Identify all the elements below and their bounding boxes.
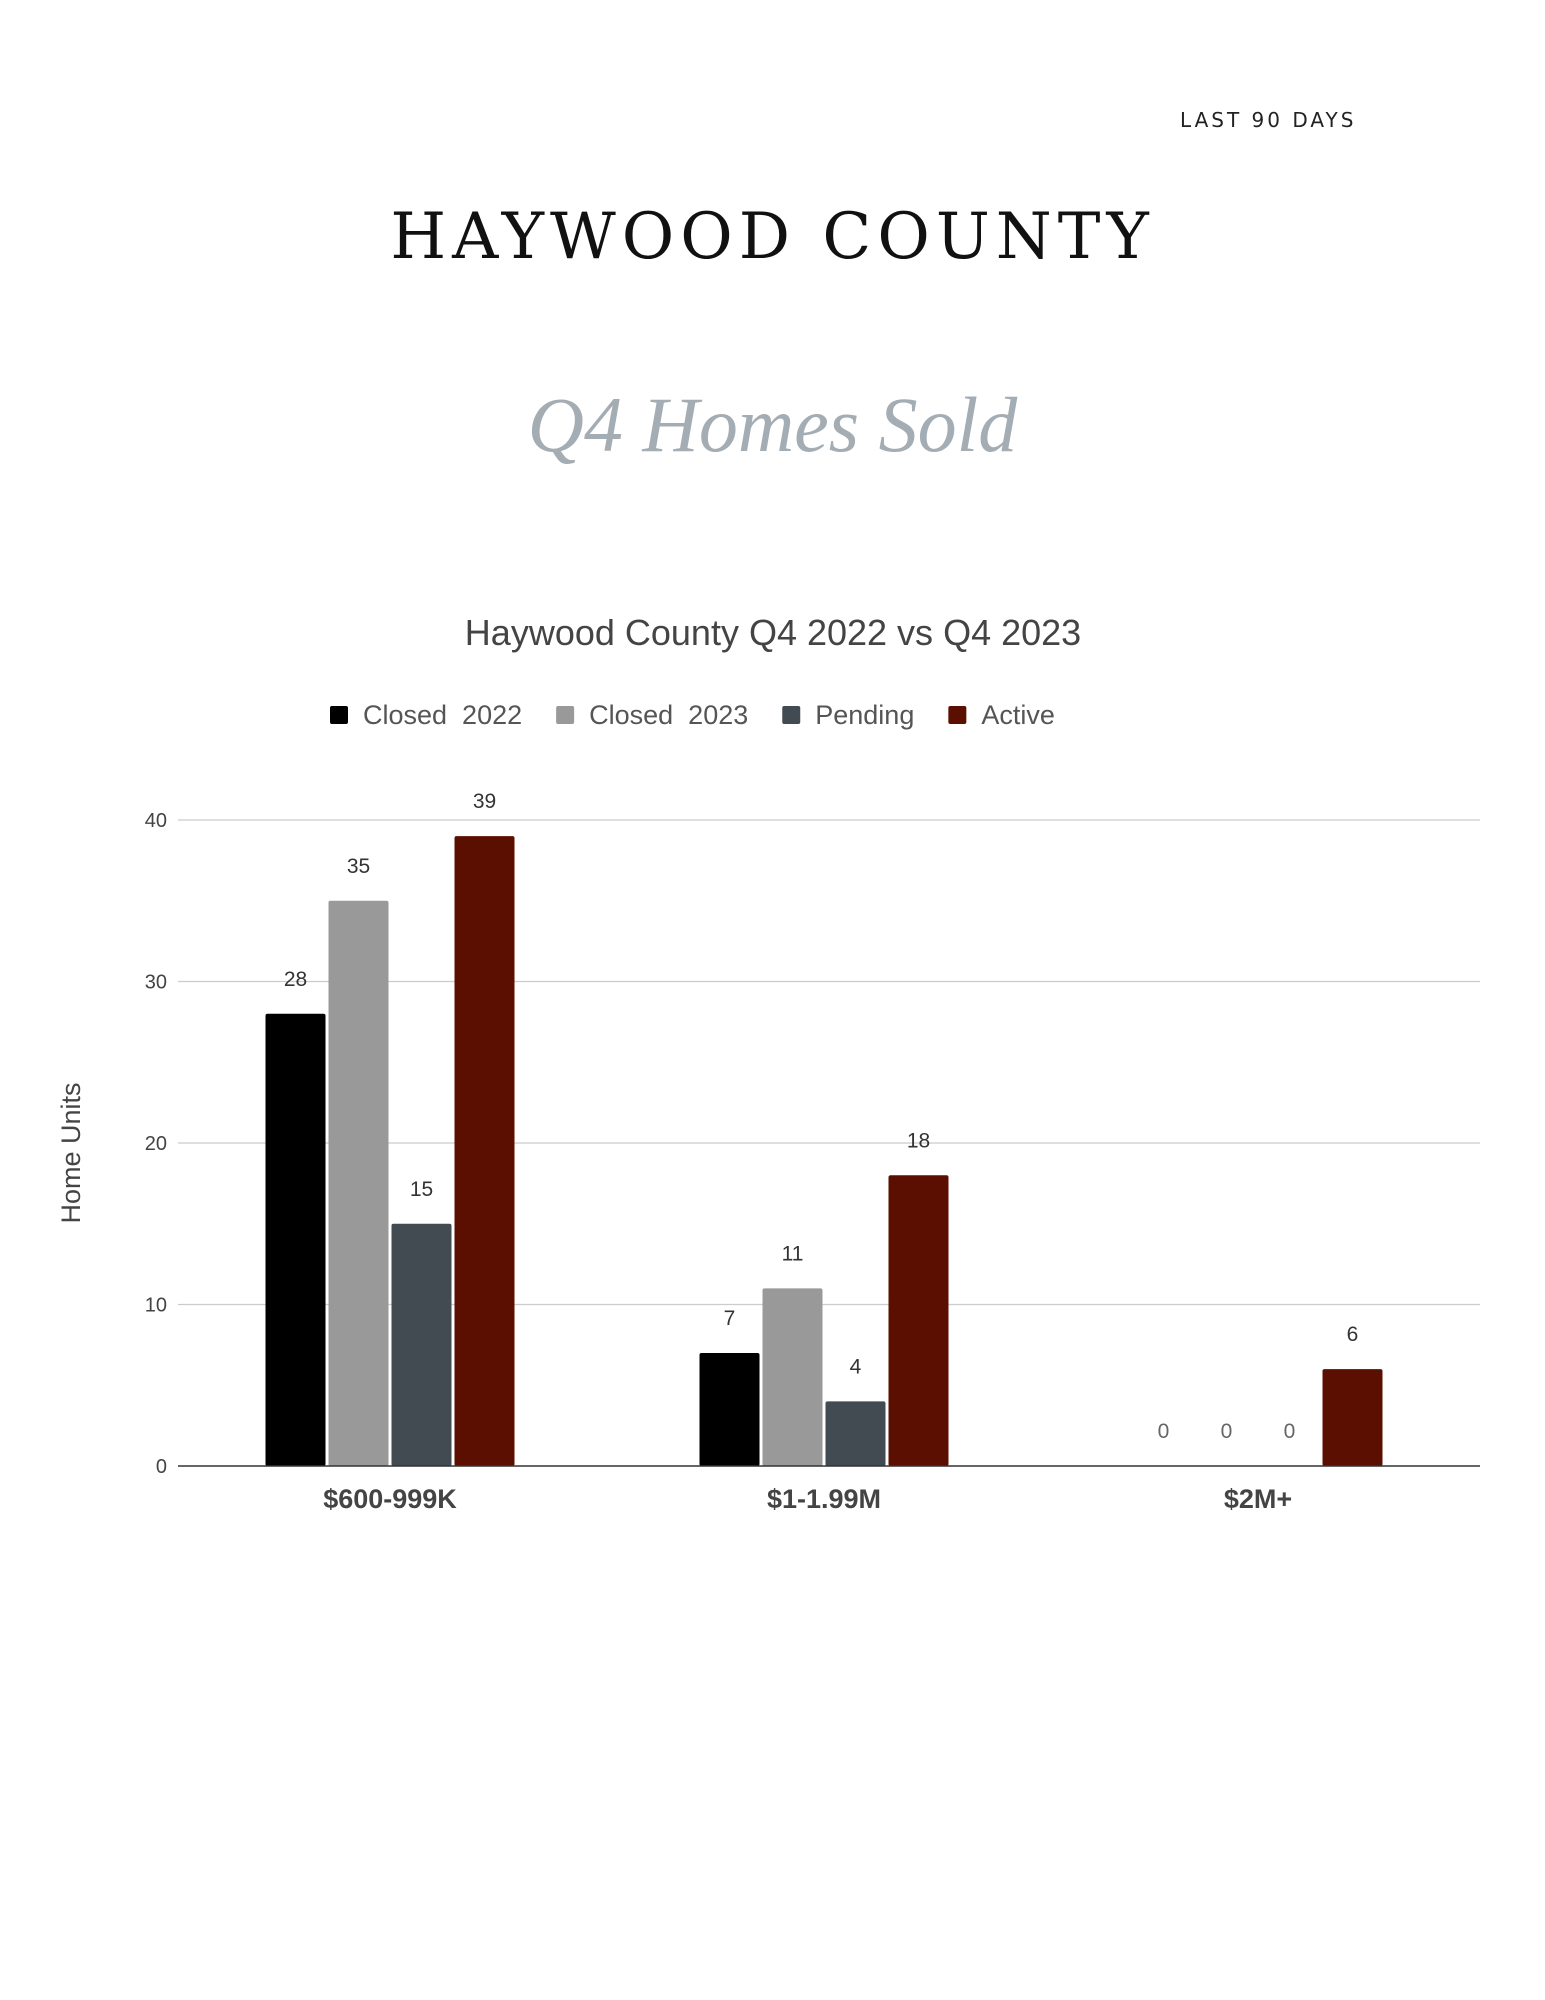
- y-axis-ticks: [145, 810, 167, 1478]
- data-label: 0: [1283, 1420, 1296, 1443]
- x-tick-label: $2M+: [1223, 1484, 1293, 1514]
- bar: [455, 836, 515, 1466]
- legend-label: Closed 2023: [589, 700, 749, 730]
- y-tick-label: 0: [155, 1456, 167, 1478]
- y-tick-label: 30: [144, 971, 167, 994]
- page-title: HAYWOOD COUNTY: [390, 200, 1155, 274]
- bar: [266, 1014, 326, 1466]
- data-label: 15: [409, 1177, 434, 1201]
- legend-swatch: [782, 706, 800, 724]
- data-label: 6: [1346, 1323, 1359, 1347]
- data-label: 0: [1157, 1420, 1170, 1443]
- x-tick-label: $600-999K: [323, 1484, 457, 1514]
- chart-title: Haywood County Q4 2022 vs Q4 2023: [464, 612, 1082, 653]
- data-label: 18: [906, 1129, 931, 1153]
- data-label: 35: [346, 854, 371, 878]
- bar: [329, 901, 389, 1466]
- bar: [826, 1401, 886, 1466]
- legend-label: Closed 2022: [363, 700, 523, 730]
- x-axis-ticks: [323, 1484, 1292, 1514]
- y-tick-label: 20: [144, 1133, 167, 1155]
- chart-bars: [266, 836, 1383, 1466]
- data-label: 39: [472, 790, 497, 814]
- period-label: LAST 90 DAYS: [1180, 108, 1357, 132]
- chart-legend: [330, 700, 1055, 730]
- bar: [763, 1288, 823, 1466]
- data-label: 4: [849, 1355, 862, 1379]
- data-label: 11: [781, 1242, 804, 1266]
- data-label: 28: [283, 967, 308, 991]
- legend-label: Active: [981, 700, 1055, 730]
- bar: [700, 1353, 760, 1466]
- y-tick-label: 10: [144, 1294, 167, 1317]
- y-tick-label: 40: [144, 810, 167, 832]
- bar-chart: [0, 600, 1545, 1520]
- bar: [889, 1175, 949, 1466]
- legend-swatch: [556, 706, 574, 724]
- page-subtitle: Q4 Homes Sold: [527, 381, 1018, 468]
- x-tick-label: $1-1.99M: [766, 1484, 882, 1514]
- data-label: 0: [1220, 1420, 1233, 1443]
- legend-swatch: [330, 706, 348, 724]
- data-label: 7: [723, 1306, 736, 1330]
- legend-swatch: [948, 706, 966, 724]
- bar: [1323, 1369, 1383, 1466]
- legend-label: Pending: [815, 700, 915, 730]
- bar: [392, 1224, 452, 1466]
- y-axis-label: Home Units: [56, 1082, 86, 1224]
